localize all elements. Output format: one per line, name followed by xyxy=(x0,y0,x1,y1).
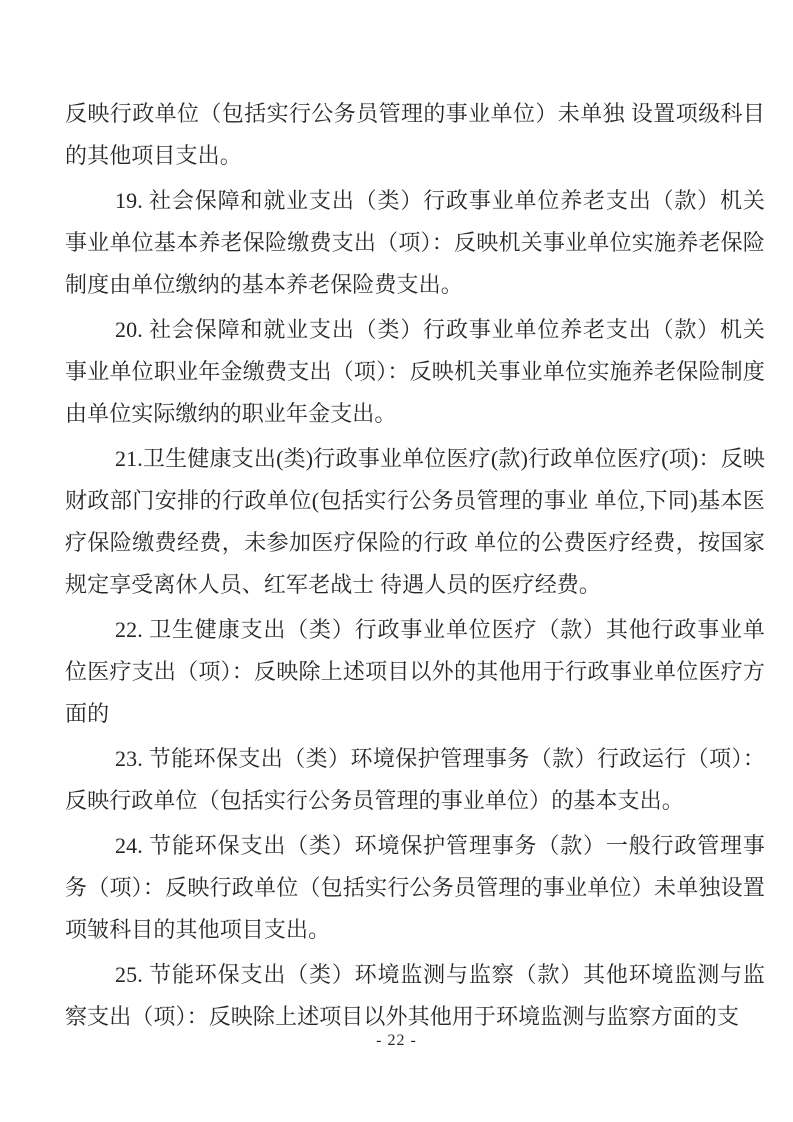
paragraph-item-25: 25. 节能环保支出（类）环境监测与监察（款）其他环境监测与监察支出（项）：反映除上述项目以外其他用于环境监测与监察方面的支 xyxy=(65,962,765,1029)
paragraph-item-21: 21.卫生健康支出(类)行政事业单位医疗(款)行政单位医疗(项)：反映财政部门安排的行政单位(包括实行公务员管理的事业 单位,下同)基本医疗保险缴费经费，未参加医疗保险的行政 单位的公费医疗经费，按国家规定享受离休人员、红军老战士 待遇人员的医疗经费。 xyxy=(65,446,765,597)
paragraph-item-22: 22. 卫生健康支出（类）行政事业单位医疗（款）其他行政事业单位医疗支出（项）：反映除上述项目以外的其他用于行政事业单位医疗方面的 xyxy=(65,617,765,726)
paragraph-item-18-continuation: 反映行政单位（包括实行公务员管理的事业单位）未单独 设置项级科目的其他项目支出。 xyxy=(65,101,765,168)
page-number: - 22 - xyxy=(376,1032,417,1049)
document-body xyxy=(65,93,765,1041)
paragraph-item-24: 24. 节能环保支出（类）环境保护管理事务（款）一般行政管理事务（项）：反映行政单位（包括实行公务员管理的事业单位）未单独设置项皱科目的其他项目支出。 xyxy=(65,833,765,942)
paragraph-item-23: 23. 节能环保支出（类）环境保护管理事务（款）行政运行（项）：反映行政单位（包括实行公务员管理的事业单位）的基本支出。 xyxy=(65,746,765,813)
paragraph-item-19: 19. 社会保障和就业支出（类）行政事业单位养老支出（款）机关事业单位基本养老保险缴费支出（项）：反映机关事业单位实施养老保险制度由单位缴纳的基本养老保险费支出。 xyxy=(65,188,765,297)
page-footer xyxy=(0,1030,793,1052)
paragraph-item-20: 20. 社会保障和就业支出（类）行政事业单位养老支出（款）机关事业单位职业年金缴费支出（项）：反映机关事业单位实施养老保险制度由单位实际缴纳的职业年金支出。 xyxy=(65,317,765,426)
